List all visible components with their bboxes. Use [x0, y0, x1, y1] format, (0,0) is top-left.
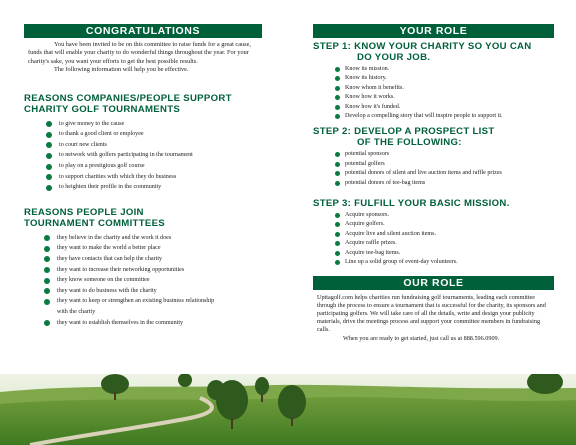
reasons-join-heading: [24, 207, 262, 229]
congratulations-banner: CONGRATULATIONS: [24, 24, 262, 38]
heading-line: CHARITY GOLF TOURNAMENTS: [24, 103, 181, 115]
bullet-icon: [335, 152, 340, 157]
reasons-support-list: [46, 119, 262, 193]
list-item: [335, 103, 554, 112]
step3-section: [313, 198, 554, 267]
list-item-text: Acquire raffle prizes.: [345, 240, 397, 247]
list-item: [44, 318, 262, 329]
list-item-text: they want to keep or strengthen an existing business relationship: [57, 298, 215, 305]
list-item: [335, 220, 554, 229]
bullet-icon: [335, 162, 340, 167]
reasons-support-heading: [24, 93, 262, 115]
our-role-body: Upttagolf.com helps charities run fundraising golf tournaments, leading each committee through the process to ensure a tournament that is successful for the charity, its sponsors and participating golfers. We will take care of all the details, write and design your publicity materials, drive the meetings process and support your committee members in fundraising calls.: [317, 293, 546, 334]
list-item-text: they want to do business with the charity: [57, 287, 157, 294]
list-item-text: they want to establish themselves in the community: [57, 319, 184, 326]
list-item: [335, 179, 554, 188]
list-item: [44, 243, 262, 254]
reasons-join-section: [24, 207, 262, 328]
bullet-icon: [46, 121, 52, 127]
list-item: [46, 140, 262, 151]
bullet-icon: [46, 164, 52, 170]
bullet-icon: [44, 246, 50, 252]
our-role-closing: When you are ready to get started, just call us at 888.596.0909.: [343, 334, 500, 342]
list-item: [335, 211, 554, 220]
bullet-icon: [335, 67, 340, 72]
list-item: [44, 265, 262, 276]
bullet-icon: [335, 76, 340, 81]
right-column: [313, 24, 554, 343]
list-item-text: they believe in the charity and the work it does: [57, 234, 172, 241]
list-item: [335, 230, 554, 239]
list-item-text: to court new clients: [59, 141, 107, 148]
bullet-icon: [335, 114, 340, 119]
your-role-banner: YOUR ROLE: [313, 24, 554, 38]
bullet-icon: [335, 241, 340, 246]
list-item-text: potential donors of silent and live auction items and raffle prizes: [345, 170, 502, 177]
list-item: [46, 172, 262, 183]
list-item: [335, 160, 554, 169]
list-item-text: Acquire live and silent auction items.: [345, 230, 437, 237]
list-item: [46, 182, 262, 193]
list-item-text: Know its mission.: [345, 66, 390, 72]
list-item-continuation: [44, 307, 262, 318]
list-item-text: to give money to the cause: [59, 120, 125, 127]
our-role-paragraph: [317, 294, 554, 343]
step1-list: [335, 65, 554, 121]
list-item-text: potential golfers: [345, 160, 385, 167]
intro-text-2: The following information will help you be effective.: [54, 66, 189, 74]
bullet-icon: [44, 320, 50, 326]
heading-line: STEP 1: KNOW YOUR CHARITY SO YOU CAN: [313, 41, 532, 52]
bullet-icon: [335, 181, 340, 186]
heading-line: REASONS COMPANIES/PEOPLE SUPPORT: [24, 92, 232, 104]
list-item: [335, 112, 554, 121]
list-item-text: they have contacts that can help the charity: [57, 255, 163, 262]
bullet-icon: [335, 95, 340, 100]
bullet-icon: [44, 267, 50, 273]
bullet-icon: [44, 288, 50, 294]
heading-line: OF THE FOLLOWING:: [357, 137, 462, 149]
bullet-icon: [46, 174, 52, 180]
heading-line: STEP 2: DEVELOP A PROSPECT LIST: [313, 126, 495, 138]
bullet-icon: [44, 299, 50, 305]
bullet-icon: [335, 105, 340, 110]
list-item-text: Acquire sponsors.: [345, 212, 390, 219]
bullet-icon: [335, 251, 340, 256]
step1-section: [313, 41, 554, 121]
list-item-text: to support charities with which they do business: [59, 173, 177, 180]
bullet-icon: [335, 213, 340, 218]
list-item-text: Know its history.: [345, 75, 387, 82]
bullet-icon: [44, 256, 50, 262]
heading-line: DO YOUR JOB.: [357, 52, 431, 63]
list-item: [335, 84, 554, 93]
intro-paragraph: [28, 41, 262, 75]
list-item-text: they want to increase their networking opportunities: [57, 266, 185, 273]
reasons-support-section: [24, 93, 262, 193]
bullet-icon: [335, 260, 340, 265]
list-item: [335, 249, 554, 258]
list-item: [335, 74, 554, 83]
bullet-icon: [335, 86, 340, 91]
step3-list: [335, 211, 554, 267]
list-item: [46, 161, 262, 172]
bullet-icon: [46, 153, 52, 159]
step2-heading: [313, 126, 554, 148]
step1-heading: [313, 41, 554, 63]
list-item: [46, 119, 262, 130]
list-item-text: Line up a solid group of event-day volunteers.: [345, 259, 458, 266]
list-item: [335, 93, 554, 102]
list-item-text: to heighten their profile in the community: [59, 184, 162, 191]
bullet-icon: [335, 222, 340, 227]
bullet-icon: [44, 278, 50, 284]
list-item-text: they want to make the world a better place: [57, 245, 161, 252]
list-item-text: Acquire tee-bag items.: [345, 249, 401, 256]
bullet-icon: [46, 142, 52, 148]
bullet-icon: [335, 232, 340, 237]
step3-heading: STEP 3: FULFILL YOUR BASIC MISSION.: [313, 198, 510, 210]
bullet-icon: [335, 171, 340, 176]
left-column: [24, 24, 262, 328]
list-item: [46, 129, 262, 140]
list-item: [44, 275, 262, 286]
list-item: [44, 254, 262, 265]
bullet-icon: [44, 235, 50, 241]
list-item: [335, 239, 554, 248]
bullet-icon: [46, 185, 52, 191]
list-item-text: Know how it works.: [345, 94, 395, 101]
list-item: [335, 169, 554, 178]
list-item: [44, 233, 262, 244]
heading-line: TOURNAMENT COMMITTEES: [24, 217, 165, 229]
our-role-banner: OUR ROLE: [313, 276, 554, 290]
list-item-text: Acquire golfers.: [345, 221, 385, 228]
list-item: [46, 150, 262, 161]
bullet-icon: [46, 132, 52, 138]
list-item: [335, 65, 554, 74]
step2-section: [313, 126, 554, 188]
step2-list: [335, 150, 554, 188]
list-item-text: to thank a good client or employee: [59, 131, 144, 138]
list-item-text: to play on a prestigious golf course: [59, 163, 145, 169]
list-item-text: they know someone on the committee: [57, 277, 150, 284]
list-item: [335, 258, 554, 267]
list-item-text: potential donors of tee-bag items: [345, 179, 426, 186]
list-item-text: with the charity: [57, 308, 96, 315]
list-item-text: Know whom it benefits.: [345, 84, 404, 91]
list-item: [44, 296, 262, 307]
list-item-text: Know how it's funded.: [345, 103, 401, 110]
list-item: [335, 150, 554, 159]
list-item-text: Develop a compelling story that will inspire people to support it.: [345, 113, 503, 120]
list-item: [44, 286, 262, 297]
reasons-join-list: [44, 233, 262, 328]
intro-text: You have been invited to be on this committee to raise funds for a great cause, funds that will enable your charity to do wonderful things throughout the year. For your charity's sake, you want your efforts to get the best possible results.: [28, 41, 251, 65]
golf-course-photo: [0, 374, 576, 445]
list-item-text: to network with golfers participating in the tournament: [59, 152, 193, 159]
heading-line: REASONS PEOPLE JOIN: [24, 206, 144, 218]
list-item-text: potential sponsors: [345, 151, 390, 158]
